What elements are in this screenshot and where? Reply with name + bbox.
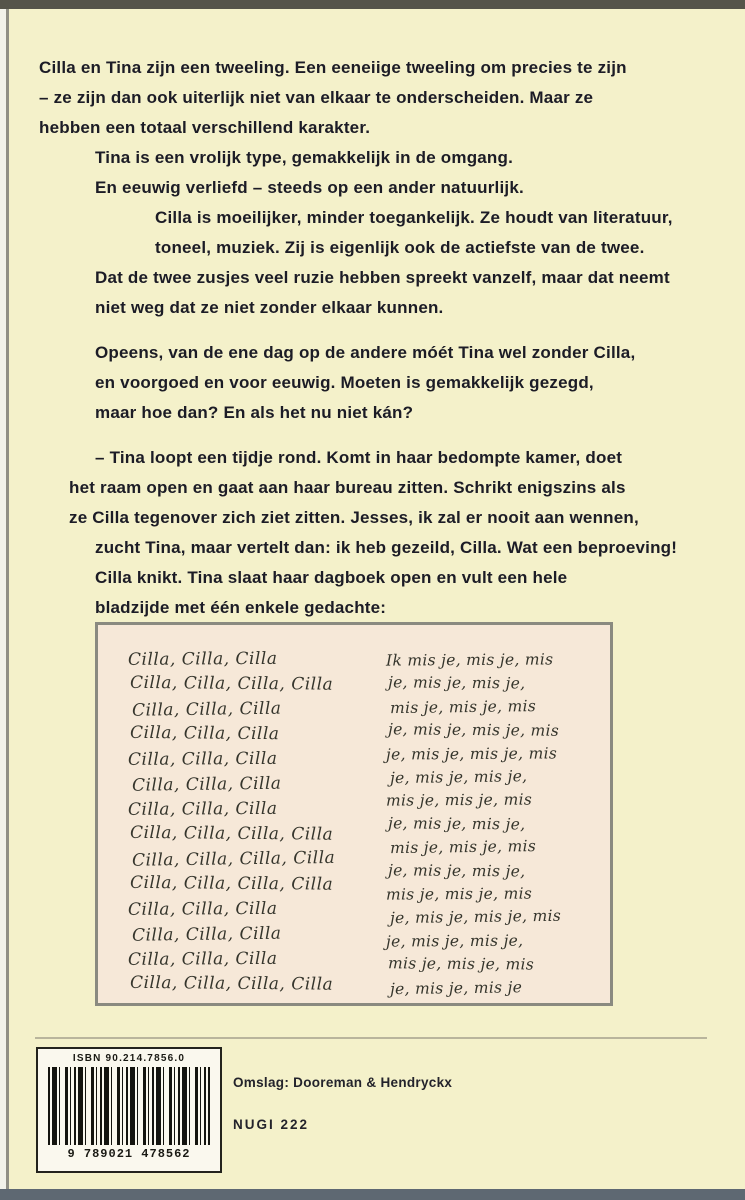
blurb-line: niet weg dat ze niet zonder elkaar kunnen. (95, 298, 444, 317)
diary-line: Cilla, Cilla, Cilla (127, 898, 278, 920)
diary-line: je, mis je, mis je, mis (387, 720, 560, 740)
top-edge-band (0, 0, 745, 9)
diary-line: je, mis je, mis je, (389, 767, 528, 788)
cover-surface (9, 9, 745, 1189)
diary-line: mis je, mis je, mis (389, 837, 537, 858)
diary-line: je, mis je, mis je (389, 977, 523, 998)
diary-line: je, mis je, mis je, (385, 931, 524, 951)
diary-line: Cilla, Cilla, Cilla (127, 948, 278, 970)
diary-line: je, mis je, mis je, (387, 673, 526, 693)
diary-line: mis je, mis je, mis (389, 696, 537, 717)
blurb-line: hebben een totaal verschillend karakter. (39, 118, 371, 137)
diary-line: Cilla, Cilla, Cilla (131, 773, 282, 796)
diary-line: je, mis je, mis je, mis (385, 744, 558, 764)
blurb-line: en voorgoed en voor eeuwig. Moeten is gemakkelijk gezegd, (95, 373, 594, 392)
diary-note-box (95, 622, 613, 1006)
nugi-code: NUGI 222 (233, 1117, 310, 1132)
blurb-line: toneel, muziek. Zij is eigenlijk ook de actiefste van de twee. (155, 238, 645, 257)
divider-rule (35, 1037, 707, 1039)
blurb-text (9, 53, 739, 623)
diary-line: je, mis je, mis je, (387, 860, 526, 881)
diary-line: Cilla, Cilla, Cilla, Cilla (129, 672, 334, 695)
blurb-line: – Tina loopt een tijdje rond. Komt in haar bedompte kamer, doet (95, 448, 623, 467)
blurb-line: zucht Tina, maar vertelt dan: ik heb gezeild, Cilla. Wat een beproeving! (95, 538, 678, 557)
diary-cilla-column (128, 647, 386, 1003)
diary-line: Cilla, Cilla, Cilla, Cilla (129, 872, 334, 895)
blurb-line: Tina is een vrolijk type, gemakkelijk in de omgang. (95, 148, 514, 167)
barcode-bars (48, 1067, 210, 1145)
diary-line: Cilla, Cilla, Cilla, Cilla (131, 847, 336, 871)
diary-line: Cilla, Cilla, Cilla, Cilla (129, 822, 334, 845)
isbn-label: ISBN 90.214.7856.0 (72, 1053, 186, 1064)
diary-line: Cilla, Cilla, Cilla (127, 748, 278, 770)
cover-credit: Omslag: Dooreman & Hendryckx (233, 1075, 453, 1090)
diary-line: Cilla, Cilla, Cilla (127, 798, 278, 820)
diary-line: mis je, mis je, mis (387, 954, 535, 974)
blurb-line: En eeuwig verliefd – steeds op een ander natuurlijk. (95, 178, 524, 197)
blurb-line: Cilla knikt. Tina slaat haar dagboek open en vult een hele (95, 568, 568, 587)
diary-line: Cilla, Cilla, Cilla, Cilla (129, 972, 334, 995)
blurb-line: – ze zijn dan ook uiterlijk niet van elkaar te onderscheiden. Maar ze (39, 88, 594, 107)
diary-misje-column (385, 649, 562, 1003)
bottom-edge-strip (0, 1189, 745, 1200)
barcode-panel (36, 1047, 222, 1173)
blurb-line: Cilla is moeilijker, minder toegankelijk. Ze houdt van literatuur, (155, 208, 673, 227)
diary-line: Cilla, Cilla, Cilla (129, 722, 280, 745)
diary-line: Cilla, Cilla, Cilla (131, 923, 282, 946)
blurb-line: het raam open en gaat aan haar bureau zitten. Schrikt enigszins als (69, 478, 626, 497)
barcode-digits: 9 789021 478562 (67, 1147, 191, 1161)
diary-line: je, mis je, mis je, mis (389, 907, 562, 928)
diary-line: Ik mis je, mis je, mis (385, 650, 554, 670)
diary-line: Cilla, Cilla, Cilla (127, 648, 278, 670)
blurb-line: Opeens, van de ene dag op de andere móét Tina wel zonder Cilla, (95, 343, 636, 362)
blurb-line: ze Cilla tegenover zich ziet zitten. Jesses, ik zal er nooit aan wennen, (69, 508, 639, 527)
diary-line: mis je, mis je, mis (385, 884, 533, 904)
blurb-line: maar hoe dan? En als het nu niet kán? (95, 403, 414, 422)
blurb-line: Dat de twee zusjes veel ruzie hebben spreekt vanzelf, maar dat neemt (95, 268, 670, 287)
diary-line: mis je, mis je, mis (385, 791, 533, 811)
diary-line: je, mis je, mis je, (387, 814, 526, 834)
blurb-line: bladzijde met één enkele gedachte: (95, 598, 387, 617)
diary-line: Cilla, Cilla, Cilla (131, 698, 282, 721)
blurb-line: Cilla en Tina zijn een tweeling. Een eeneiige tweeling om precies te zijn (39, 58, 627, 77)
